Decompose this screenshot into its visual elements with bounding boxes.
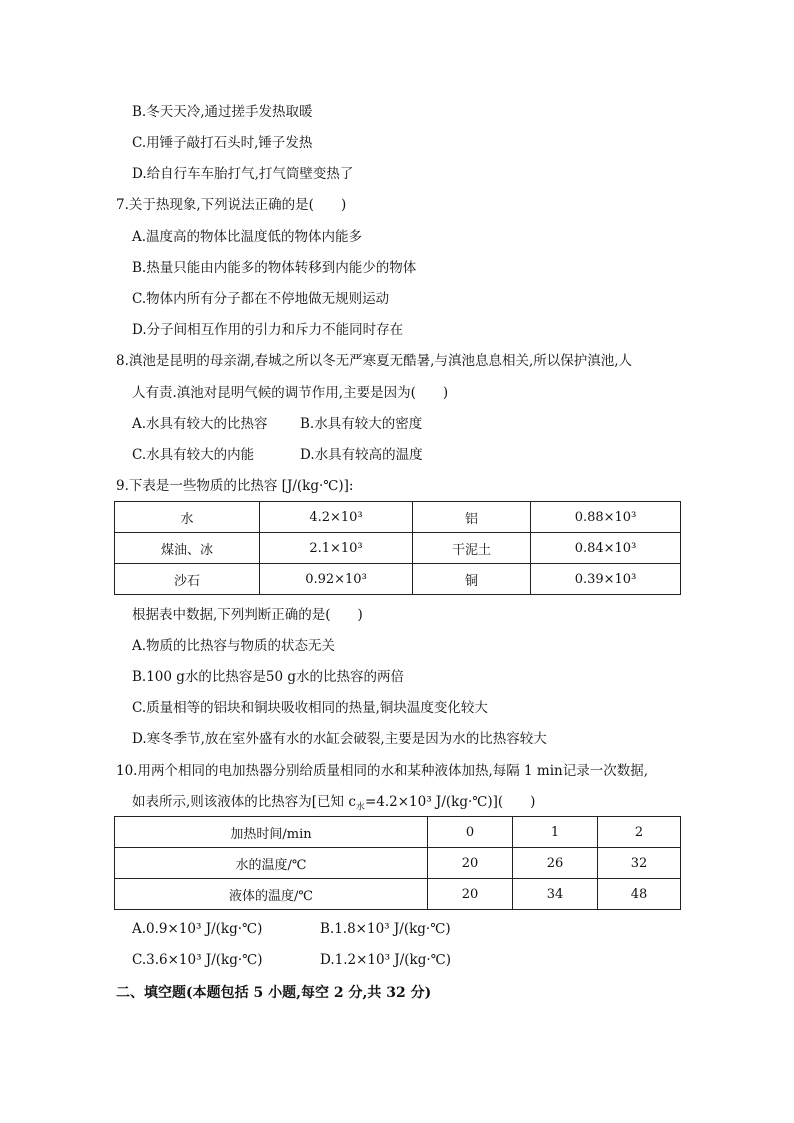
q10-stem-line2 — [132, 793, 535, 817]
table-cell: 1 — [513, 817, 598, 848]
table-cell: 32 — [598, 848, 681, 879]
table-cell: 0.84×10³ — [531, 533, 681, 564]
q10-stem-line1: 10.用两个相同的电加热器分别给质量相同的水和某种液体加热,每隔 1 min记录一次数据, — [116, 763, 649, 779]
table-cell: 煤油、冰 — [115, 533, 260, 564]
q10-option-c: C.3.6×10³ J/(kg·℃) — [132, 952, 263, 968]
table-cell: 铝 — [413, 502, 531, 533]
q10-option-d: D.1.2×10³ J/(kg·℃) — [320, 952, 452, 968]
table-cell: 20 — [428, 879, 513, 910]
table-cell: 液体的温度/℃ — [115, 879, 428, 910]
q7-option-b: B.热量只能由内能多的物体转移到内能少的物体 — [132, 260, 417, 276]
q9-option-a: A.物质的比热容与物质的状态无关 — [132, 638, 336, 654]
q8-option-b: B.水具有较大的密度 — [300, 416, 423, 432]
table-cell: 加热时间/min — [115, 817, 428, 848]
q10-data-table — [114, 816, 681, 910]
table-cell: 0.92×10³ — [260, 564, 413, 595]
table-cell: 沙石 — [115, 564, 260, 595]
q10-option-a: A.0.9×10³ J/(kg·℃) — [132, 921, 263, 937]
table-cell: 干泥土 — [413, 533, 531, 564]
table-cell: 48 — [598, 879, 681, 910]
q9-option-d: D.寒冬季节,放在室外盛有水的水缸会破裂,主要是因为水的比热容较大 — [132, 731, 547, 747]
q6-option-d: D.给自行车车胎打气,打气筒壁变热了 — [132, 166, 354, 182]
q7-stem: 7.关于热现象,下列说法正确的是( ) — [116, 197, 347, 213]
table-cell: 0 — [428, 817, 513, 848]
table-cell: 34 — [513, 879, 598, 910]
section-heading-fill-in: 二、填空题(本题包括 5 小题,每空 2 分,共 32 分) — [116, 985, 432, 1001]
q8-option-d: D.水具有较高的温度 — [300, 447, 423, 463]
q6-option-c: C.用锤子敲打石头时,锤子发热 — [132, 135, 313, 151]
table-cell: 20 — [428, 848, 513, 879]
table-cell: 2 — [598, 817, 681, 848]
table-cell: 0.88×10³ — [531, 502, 681, 533]
q10-water-subscript: 水 — [355, 802, 365, 813]
table-cell: 26 — [513, 848, 598, 879]
q7-option-d: D.分子间相互作用的引力和斥力不能同时存在 — [132, 322, 404, 338]
table-cell: 2.1×10³ — [260, 533, 413, 564]
q9-option-b: B.100 g水的比热容是50 g水的比热容的两倍 — [132, 669, 405, 685]
q8-stem-line2: 人有责.滇池对昆明气候的调节作用,主要是因为( ) — [132, 385, 449, 401]
q6-option-b: B.冬天天冷,通过搓手发热取暖 — [132, 104, 313, 120]
q10-stem-text: 如表所示,则该液体的比热容为[已知 c — [132, 794, 356, 810]
q8-option-c: C.水具有较大的内能 — [132, 447, 255, 463]
q9-stem: 9.下表是一些物质的比热容 [J/(kg·℃)]: — [116, 478, 354, 494]
q8-stem-line1: 8.滇池是昆明的母亲湖,春城之所以冬无严寒夏无酷暑,与滇池息息相关,所以保护滇池,人 — [116, 353, 633, 369]
table-cell: 铜 — [413, 564, 531, 595]
table-cell: 4.2×10³ — [260, 502, 413, 533]
q9-option-c: C.质量相等的铝块和铜块吸收相同的热量,铜块温度变化较大 — [132, 700, 488, 716]
table-cell: 水 — [115, 502, 260, 533]
q9-lead: 根据表中数据,下列判断正确的是( ) — [132, 607, 363, 623]
q9-specific-heat-table — [114, 501, 681, 595]
q10-stem-tail: =4.2×10³ J/(kg·℃)]( ) — [364, 794, 536, 810]
q7-option-a: A.温度高的物体比温度低的物体内能多 — [132, 229, 363, 245]
q10-option-b: B.1.8×10³ J/(kg·℃) — [320, 921, 451, 937]
q8-option-a: A.水具有较大的比热容 — [132, 416, 268, 432]
table-cell: 0.39×10³ — [531, 564, 681, 595]
q7-option-c: C.物体内所有分子都在不停地做无规则运动 — [132, 291, 390, 307]
table-cell: 水的温度/℃ — [115, 848, 428, 879]
